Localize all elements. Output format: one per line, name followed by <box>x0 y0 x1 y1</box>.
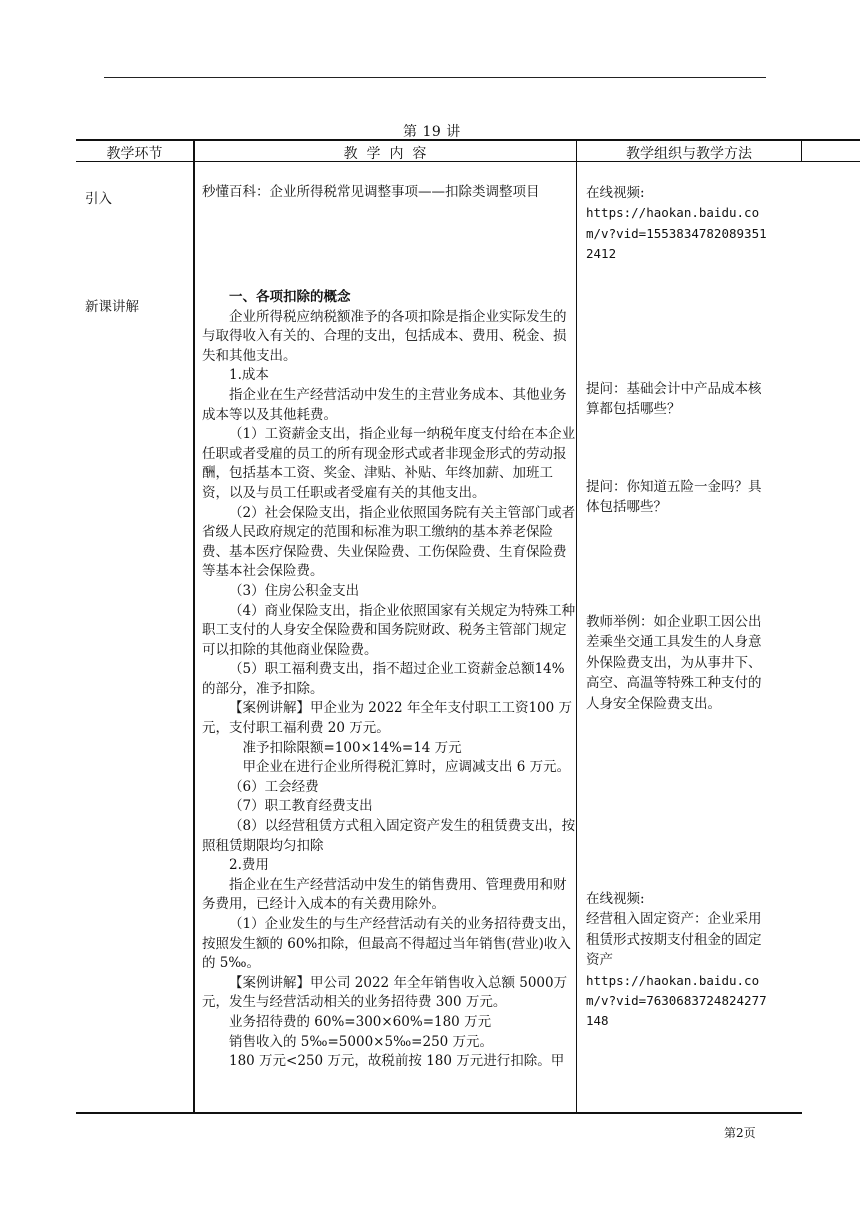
case-1: 【案例讲解】甲企业为 2022 年全年支付职工工资100 万元，支付职工福利费 20 万元。 <box>202 700 572 737</box>
case-1-calc: 准予扣除限额=100×14%=14 万元 <box>242 739 462 756</box>
video-link[interactable]: https://haokan.baidu.com/v?vid=15538347820893512412 <box>586 205 767 262</box>
video-2-label: 在线视频: <box>586 891 645 907</box>
case-2-calc-2: 销售收入的 5‰=5000×5‰=250 万元。 <box>229 1033 494 1050</box>
video-2-link[interactable]: https://haokan.baidu.com/v?vid=7630683724824277148 <box>586 972 767 1029</box>
case-1-result: 甲企业在进行企业所得税汇算时，应调减支出 6 万元。 <box>242 759 571 776</box>
expense-title: 2.费用 <box>229 857 269 874</box>
header-rule <box>104 77 766 78</box>
header-stage: 教学环节 <box>106 146 163 162</box>
column-divider-3 <box>801 139 802 161</box>
page-number: 第2页 <box>724 1126 756 1140</box>
deduction-definition: 企业所得税应纳税额准予的各项扣除是指企业实际发生的与取得收入有关的、合理的支出，包括成本、费用、税金、损失和其他支出。 <box>202 308 567 364</box>
item-social-insurance: （2）社会保险支出，指企业依照国务院有关主管部门或者省级人民政府规定的范围和标准为职工缴纳的基本养老保险费、基本医疗保险费、失业保险费、工伤保险费、生育保险费等基本社会保险费。 <box>202 504 576 580</box>
case-2-calc-1: 业务招待费的 60%=300×60%=180 万元 <box>229 1013 492 1030</box>
item-commercial-insurance: （4）商业保险支出，指企业依照国家有关规定为特殊工种职工支付的人身安全保险费和国务院财政、税务主管部门规定可以扣除的其他商业保险费。 <box>202 602 576 658</box>
video-2-description: 经营租入固定资产：企业采用租赁形式按期支付租金的固定资产 <box>586 911 762 969</box>
item-housing-fund: （3）住房公积金支出 <box>229 582 360 599</box>
section-intro: 引入 <box>85 191 112 207</box>
method-example: 教师举例：如企业职工因公出差乘坐交通工具发生的人身意外保险费支出，为从事井下、高空、高温等特殊工种支付的人身安全保险费支出。 <box>586 614 762 712</box>
item-welfare: （5）职工福利费支出，指不超过企业工资薪金总额14%的部分，准予扣除。 <box>202 661 565 697</box>
lesson-content <box>202 288 576 1072</box>
section-new-lesson: 新课讲解 <box>85 299 139 315</box>
cost-title: 1.成本 <box>229 367 269 384</box>
content-heading: 一、各项扣除的概念 <box>229 289 351 305</box>
case-2: 【案例讲解】甲公司 2022 年全年销售收入总额 5000万元，发生与经营活动相关的业务招待费 300 万元。 <box>202 974 568 1011</box>
intro-text: 秒懂百科：企业所得税常见调整事项——扣除类调整项目 <box>202 184 540 200</box>
expense-entertainment: （1）企业发生的与生产经营活动有关的业务招待费支出，按照发生额的 60%扣除，但最高不得超过当年销售(营业)收入的 5‰。 <box>202 916 576 972</box>
table-bottom-border <box>76 1112 802 1114</box>
case-2-calc-3: 180 万元<250 万元，故税前按 180 万元进行扣除。甲 <box>229 1053 565 1070</box>
item-education: （7）职工教育经费支出 <box>229 798 373 815</box>
cost-definition: 指企业在生产经营活动中发生的主营业务成本、其他业务成本等以及其他耗费。 <box>202 386 567 423</box>
method-question-1: 提问：基础会计中产品成本核算都包括哪些？ <box>586 381 762 418</box>
expense-definition: 指企业在生产经营活动中发生的销售费用、管理费用和财务费用，已经计入成本的有关费用除外。 <box>202 876 567 913</box>
method-question-2: 提问：你知道五险一金吗？具体包括哪些？ <box>586 479 762 516</box>
lecture-title: 第 19 讲 <box>403 124 461 140</box>
intro-content <box>202 183 576 203</box>
intro-method <box>586 183 772 265</box>
header-method: 教学组织与教学方法 <box>626 146 752 162</box>
item-union-fee: （6）工会经费 <box>229 778 319 795</box>
column-divider-2 <box>576 139 577 1114</box>
header-content: 教 学 内 容 <box>343 146 427 162</box>
method-video-2 <box>586 889 772 1032</box>
item-lease: （8）以经营租赁方式租入固定资产发生的租赁费支出，按照租赁期限均匀扣除 <box>202 818 576 854</box>
lesson-table <box>76 139 860 1114</box>
item-wages: （1）工资薪金支出，指企业每一纳税年度支付给在本企业任职或者受雇的员工的所有现金形式或者非现金形式的劳动报酬，包括基本工资、奖金、津贴、补贴、年终加薪、加班工资，以及与员工任职或者受雇有关的其他支出。 <box>202 426 576 501</box>
video-label: 在线视频: <box>586 185 645 201</box>
column-divider-1 <box>193 139 195 1114</box>
